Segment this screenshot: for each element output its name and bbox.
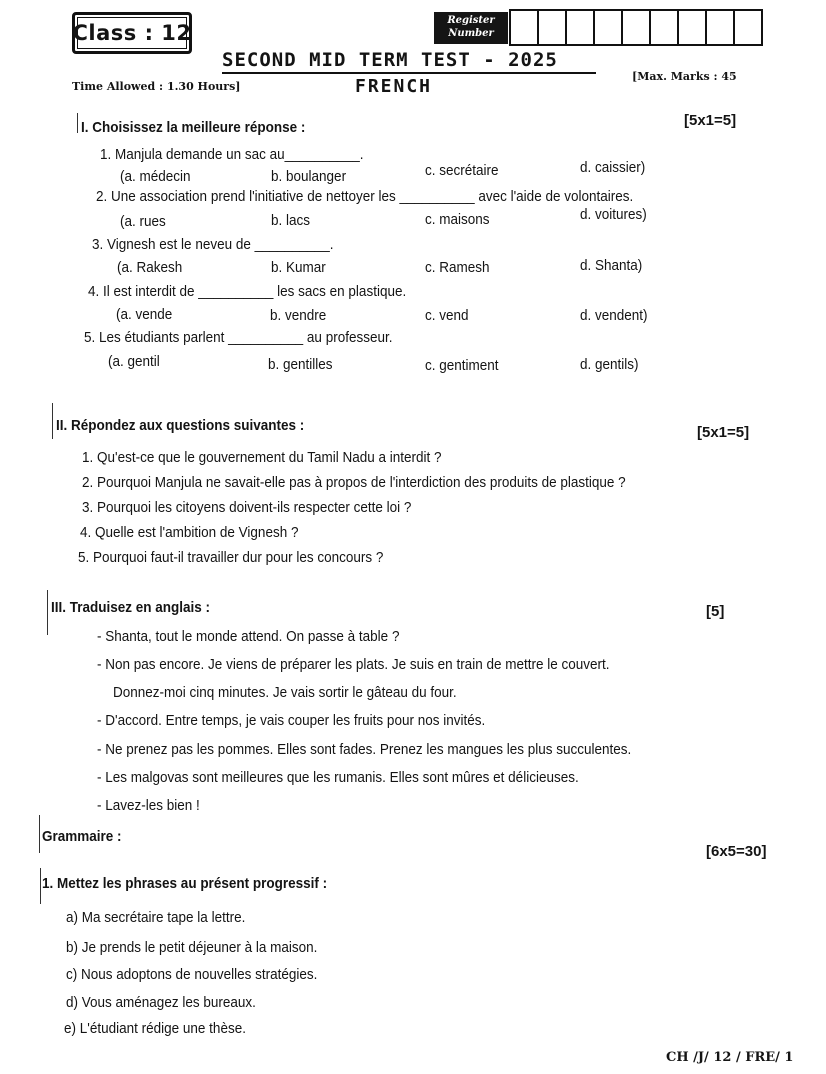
q1-option-b: b. boulanger	[271, 168, 347, 185]
section3-line3: Donnez-moi cinq minutes. Je vais sortir le gâteau du four.	[113, 684, 457, 701]
grammar-marks: [6x5=30]	[706, 843, 767, 860]
q2-option-b: b. lacs	[271, 212, 311, 229]
section3-line6: - Les malgovas sont meilleures que les rumanis. Elles sont mûres et délicieuses.	[97, 769, 579, 786]
register-label-line2: Number	[448, 28, 494, 39]
section3-line4: - D'accord. Entre temps, je vais couper les fruits pour nos invités.	[97, 712, 486, 729]
q3-option-c: c. Ramesh	[425, 259, 490, 276]
q2-option-a: (a. rues	[120, 213, 166, 230]
section1-q5: 5. Les étudiants parlent __________ au professeur.	[84, 329, 393, 346]
grammar-item-b: b) Je prends le petit déjeuner à la maison.	[66, 939, 318, 956]
q2-option-c: c. maisons	[425, 211, 490, 228]
section1-q3: 3. Vignesh est le neveu de __________.	[92, 236, 334, 253]
exam-title: SECOND MID TERM TEST - 2025	[222, 49, 558, 71]
q3-option-b: b. Kumar	[271, 259, 326, 276]
register-label-line1: Register	[447, 15, 495, 26]
grammar-title: Grammaire :	[42, 828, 122, 845]
grammar-item-d: d) Vous aménagez les bureaux.	[66, 994, 256, 1011]
paper-code: CH /J/ 12 / FRE/ 1	[666, 1050, 794, 1065]
section2-q4: 4. Quelle est l'ambition de Vignesh ?	[80, 524, 299, 541]
register-number-label	[434, 12, 508, 44]
section2-q5: 5. Pourquoi faut-il travailler dur pour les concours ?	[78, 549, 384, 566]
q5-option-c: c. gentiment	[425, 357, 499, 374]
section3-title: III. Traduisez en anglais :	[51, 599, 211, 616]
section2-q1: 1. Qu'est-ce que le gouvernement du Tamil Nadu a interdit ?	[82, 449, 442, 466]
q5-option-b: b. gentilles	[268, 356, 333, 373]
section2-title: II. Répondez aux questions suivantes :	[56, 417, 305, 434]
section3-line1: - Shanta, tout le monde attend. On passe à table ?	[97, 628, 400, 645]
q3-option-a: (a. Rakesh	[117, 259, 183, 276]
q5-option-a: (a. gentil	[108, 353, 160, 370]
grammar-item-c: c) Nous adoptons de nouvelles stratégies.	[66, 966, 318, 983]
class-label: Class : 12	[72, 12, 192, 54]
title-underline	[222, 72, 596, 74]
grammar-subtitle: 1. Mettez les phrases au présent progressif :	[42, 875, 328, 892]
q1-option-a: (a. médecin	[120, 168, 191, 185]
section1-marks: [5x1=5]	[684, 112, 737, 129]
q4-option-c: c. vend	[425, 307, 469, 324]
section2-marks: [5x1=5]	[697, 424, 750, 441]
q4-option-d: d. vendent)	[580, 307, 648, 324]
section1-q2: 2. Une association prend l'initiative de nettoyer les __________ avec l'aide de volontaires.	[96, 188, 634, 205]
section1-title: I. Choisissez la meilleure réponse :	[81, 119, 306, 136]
section1-q1: 1. Manjula demande un sac au__________.	[100, 146, 364, 163]
section1-q4: 4. Il est interdit de __________ les sacs en plastique.	[88, 283, 407, 300]
register-number-boxes[interactable]	[509, 9, 763, 46]
q1-option-c: c. secrétaire	[425, 162, 499, 179]
max-marks: [Max. Marks : 45	[632, 70, 737, 83]
section2-q3: 3. Pourquoi les citoyens doivent-ils respecter cette loi ?	[82, 499, 412, 516]
q3-option-d: d. Shanta)	[580, 257, 643, 274]
section3-line2: - Non pas encore. Je viens de préparer les plats. Je suis en train de mettre le couvert.	[97, 656, 610, 673]
q1-option-d: d. caissier)	[580, 159, 646, 176]
q5-option-d: d. gentils)	[580, 356, 639, 373]
section3-line7: - Lavez-les bien !	[97, 797, 200, 814]
section3-marks: [5]	[706, 603, 725, 620]
q4-option-b: b. vendre	[270, 307, 327, 324]
subject-title: FRENCH	[355, 76, 433, 97]
section3-line5: - Ne prenez pas les pommes. Elles sont fades. Prenez les mangues les plus succulentes.	[97, 741, 632, 758]
q4-option-a: (a. vende	[116, 306, 173, 323]
grammar-item-a: a) Ma secrétaire tape la lettre.	[66, 909, 246, 926]
q2-option-d: d. voitures)	[580, 206, 647, 223]
grammar-item-e: e) L'étudiant rédige une thèse.	[64, 1020, 246, 1037]
section2-q2: 2. Pourquoi Manjula ne savait-elle pas à propos de l'interdiction des produits de plastique ?	[82, 474, 626, 491]
time-allowed: Time Allowed : 1.30 Hours]	[72, 80, 241, 93]
